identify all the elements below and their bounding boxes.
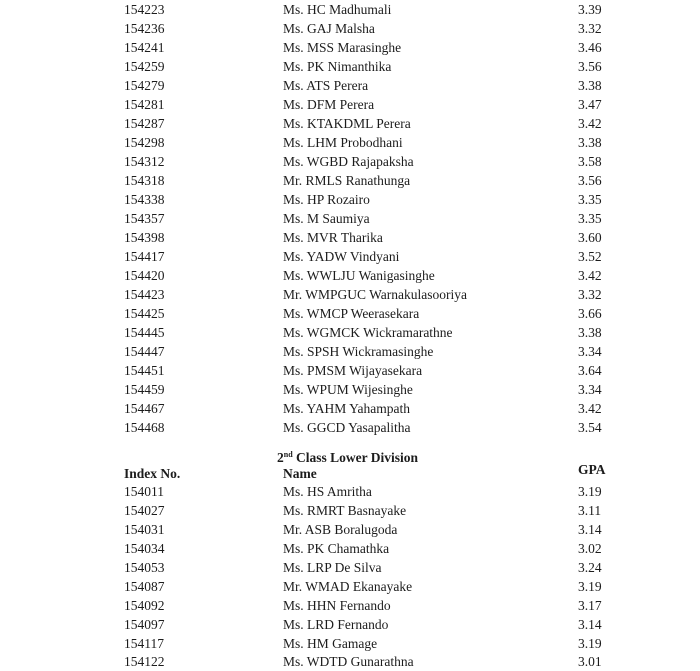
table-row [0,19,700,38]
index-number: 154312 [124,154,165,169]
section-title-text: Class Lower Division [292,450,419,465]
gpa-value: 3.64 [578,363,602,378]
student-name: Ms. ATS Perera [283,78,369,93]
table-row [0,418,700,437]
student-name: Ms. MSS Marasinghe [283,40,402,55]
gpa-value: 3.38 [578,325,602,340]
index-number: 154087 [124,579,165,594]
gpa-value: 3.38 [578,135,602,150]
gpa-value: 3.02 [578,541,602,556]
student-name: Ms. HS Amritha [283,484,372,499]
index-number: 154241 [124,40,165,55]
student-name: Mr. WMAD Ekanayake [283,579,413,594]
student-name: Ms. PK Chamathka [283,541,390,556]
gpa-value: 3.54 [578,420,602,435]
index-number: 154459 [124,382,165,397]
index-number: 154423 [124,287,165,302]
index-number: 154122 [124,654,165,669]
table-row [0,634,700,653]
index-number: 154420 [124,268,165,283]
student-name: Ms. MVR Tharika [283,230,383,245]
table-row [0,228,700,247]
table-row [0,615,700,634]
index-number: 154117 [124,636,164,651]
index-column-header: Index No. [124,466,181,481]
table-row [0,152,700,171]
gpa-value: 3.38 [578,78,602,93]
student-name: Ms. LRD Fernando [283,617,389,632]
table-row [0,209,700,228]
index-number: 154451 [124,363,165,378]
index-number: 154097 [124,617,165,632]
student-name: Ms. WPUM Wijesinghe [283,382,413,397]
gpa-value: 3.11 [578,503,602,518]
index-number: 154053 [124,560,165,575]
index-number: 154357 [124,211,165,226]
student-name: Ms. WDTD Gunarathna [283,654,414,669]
gpa-value: 3.39 [578,2,602,17]
gpa-value: 3.17 [578,598,602,613]
gpa-value: 3.19 [578,636,602,651]
gpa-value: 3.32 [578,287,602,302]
table-row [0,482,700,501]
name-column-header: Name [283,466,317,481]
table-row [0,596,700,615]
table-row [0,76,700,95]
table-row [0,399,700,418]
index-number: 154236 [124,21,165,36]
student-name: Ms. M Saumiya [283,211,370,226]
index-number: 154223 [124,2,165,17]
student-name: Mr. RMLS Ranathunga [283,173,411,188]
gpa-value: 3.35 [578,192,602,207]
table-row [0,577,700,596]
index-number: 154417 [124,249,165,264]
index-number: 154338 [124,192,165,207]
gpa-value: 3.01 [578,654,602,669]
table-row [0,285,700,304]
table-row [0,361,700,380]
student-name: Ms. HP Rozairo [283,192,370,207]
gpa-value: 3.34 [578,382,602,397]
index-number: 154425 [124,306,165,321]
table-row [0,190,700,209]
gpa-value: 3.66 [578,306,602,321]
table-header [0,464,700,483]
student-name: Ms. WMCP Weerasekara [283,306,420,321]
gpa-value: 3.52 [578,249,602,264]
student-name: Ms. RMRT Basnayake [283,503,407,518]
gpa-column-header: GPA [578,462,606,477]
student-name: Ms. GAJ Malsha [283,21,375,36]
gpa-value: 3.24 [578,560,602,575]
table-row [0,342,700,361]
gpa-value: 3.46 [578,40,602,55]
table-row [0,171,700,190]
index-number: 154298 [124,135,165,150]
table-row [0,95,700,114]
student-name: Ms. DFM Perera [283,97,375,112]
gpa-value: 3.42 [578,268,602,283]
table-row [0,539,700,558]
section-ordinal-suffix: nd [283,450,293,459]
student-name: Ms. YADW Vindyani [283,249,400,264]
student-name: Ms. KTAKDML Perera [283,116,411,131]
index-number: 154447 [124,344,165,359]
gpa-value: 3.56 [578,173,602,188]
student-name: Ms. GGCD Yasapalitha [283,420,411,435]
table-row [0,558,700,577]
index-number: 154011 [124,484,164,499]
table-row [0,380,700,399]
gpa-value: 3.32 [578,21,602,36]
index-number: 154034 [124,541,165,556]
gpa-value: 3.42 [578,116,602,131]
student-name: Ms. PK Nimanthika [283,59,392,74]
index-number: 154398 [124,230,165,245]
student-name: Ms. LHM Probodhani [283,135,403,150]
gpa-value: 3.14 [578,522,602,537]
gpa-value: 3.35 [578,211,602,226]
student-name: Ms. PMSM Wijayasekara [283,363,423,378]
gpa-value: 3.14 [578,617,602,632]
index-number: 154467 [124,401,165,416]
gpa-value: 3.60 [578,230,602,245]
table-row [0,323,700,342]
gpa-value: 3.47 [578,97,602,112]
index-number: 154468 [124,420,165,435]
table-row [0,652,700,671]
student-name: Ms. WGMCK Wickramarathne [283,325,453,340]
table-row [0,57,700,76]
student-name: Ms. HC Madhumali [283,2,392,17]
student-name: Ms. SPSH Wickramasinghe [283,344,434,359]
table-row [0,520,700,539]
student-name: Mr. ASB Boralugoda [283,522,398,537]
index-number: 154092 [124,598,165,613]
table-row [0,133,700,152]
gpa-value: 3.19 [578,579,602,594]
section-ordinal: 2 [277,450,284,465]
table-row [0,266,700,285]
gpa-value: 3.42 [578,401,602,416]
table-row [0,38,700,57]
index-number: 154031 [124,522,165,537]
index-number: 154259 [124,59,165,74]
student-name: Ms. HM Gamage [283,636,378,651]
student-name: Mr. WMPGUC Warnakulasooriya [283,287,468,302]
index-number: 154445 [124,325,165,340]
index-number: 154027 [124,503,165,518]
student-name: Ms. HHN Fernando [283,598,391,613]
student-name: Ms. LRP De Silva [283,560,382,575]
index-number: 154318 [124,173,165,188]
gpa-value: 3.34 [578,344,602,359]
gpa-value: 3.19 [578,484,602,499]
index-number: 154281 [124,97,165,112]
gpa-value: 3.58 [578,154,602,169]
table-row [0,304,700,323]
student-name: Ms. WWLJU Wanigasinghe [283,268,435,283]
index-number: 154279 [124,78,165,93]
table-row [0,247,700,266]
table-row [0,114,700,133]
student-name: Ms. WGBD Rajapaksha [283,154,414,169]
gpa-value: 3.56 [578,59,602,74]
index-number: 154287 [124,116,165,131]
student-name: Ms. YAHM Yahampath [283,401,411,416]
table-row [0,501,700,520]
table-row [0,0,700,19]
